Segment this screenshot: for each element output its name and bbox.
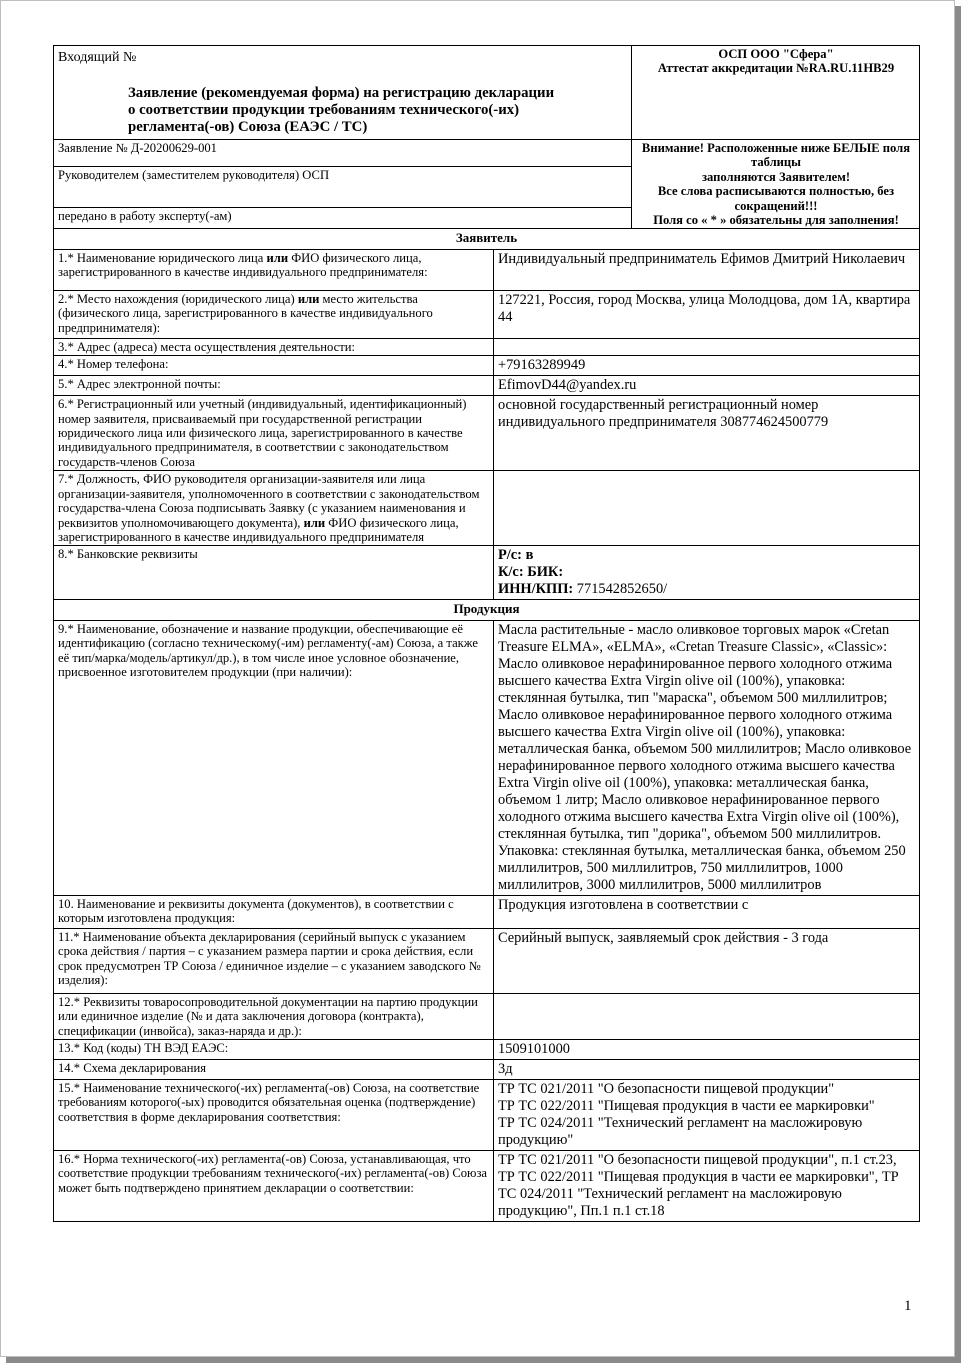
form-title-line-1: Заявление (рекомендуемая форма) на регистрацию декларации bbox=[128, 85, 555, 101]
row-9-label: 9.* Наименование, обозначение и название продукции, обеспечивающие её идентификацию (согласно техническому(-им) регламенту(-ам) Союза, а также её тип/марка/модель/артикул/др.), в том числе иное условное обозначение, присвоенное изготовителем продукции (при наличии): bbox=[54, 620, 494, 895]
row-6 bbox=[54, 396, 920, 471]
manufacturing-document-value: Продукция изготовлена в соответствии с bbox=[494, 895, 920, 928]
regulation-line-3: ТР ТС 024/2011 "Технический регламент на масложировую продукцию" bbox=[498, 1114, 863, 1148]
row-4-label: 4.* Номер телефона: bbox=[54, 356, 494, 376]
header-title-cell bbox=[54, 46, 632, 140]
accreditation-number: Аттестат аккредитации №RA.RU.11НВ29 bbox=[657, 61, 895, 76]
tnved-code-value: 1509101000 bbox=[494, 1039, 920, 1059]
page-number: 1 bbox=[904, 1298, 912, 1314]
row-8-label: 8.* Банковские реквизиты bbox=[54, 546, 494, 600]
row-12-label: 12.* Реквизиты товаросопроводительной документации на партию продукции или единичное изделие (№ и дата заключения договора (контракта), спецификации (инвойса), заказ-наряда и др.): bbox=[54, 993, 494, 1039]
incoming-number-label: Входящий № bbox=[58, 50, 137, 65]
email-value: EfimovD44@yandex.ru bbox=[494, 376, 920, 396]
row-9 bbox=[54, 620, 920, 895]
row-7 bbox=[54, 471, 920, 546]
head-osp-label: Руководителем (заместителем руководителя) ОСП bbox=[54, 166, 632, 207]
row-13 bbox=[54, 1039, 920, 1059]
shipping-documents-value bbox=[494, 993, 920, 1039]
row-11 bbox=[54, 928, 920, 993]
form-title-line-2: о соответствии продукции требованиям технического(-их) bbox=[128, 102, 520, 119]
regulation-line-2: ТР ТС 022/2011 "Пищевая продукция в части ее маркировки" bbox=[498, 1097, 875, 1114]
row-8 bbox=[54, 546, 920, 600]
header-row bbox=[54, 46, 920, 140]
section-applicant-row bbox=[54, 229, 920, 249]
row-5-label: 5.* Адрес электронной почты: bbox=[54, 376, 494, 396]
inn-kpp: ИНН/КПП: 771542852650/ bbox=[498, 581, 668, 598]
row-16 bbox=[54, 1150, 920, 1221]
row-3 bbox=[54, 338, 920, 355]
regulation-line-1: ТР ТС 021/2011 "О безопасности пищевой продукции" bbox=[498, 1080, 835, 1097]
row-7-label: 7.* Должность, ФИО руководителя организации-заявителя или лица организации-заявителя, уполномоченного в соответствии с законодательством государства-члена Союза подписывать Заявку (с указанием наименования и реквизитов уполномочивающего документа), или ФИО физического лица, зарегистрированного в качестве индивидуального предпринимателя bbox=[54, 471, 494, 546]
notice-cell bbox=[632, 140, 920, 229]
row-2 bbox=[54, 290, 920, 338]
row-6-label: 6.* Регистрационный или учетный (индивидуальный, идентификационный) номер заявителя, присваиваемый при государственной регистрации юридического лица или физического лица, зарегистрированного в качестве индивидуального предпринимателя, в соответствии с законодательством государств-членов Союза bbox=[54, 396, 494, 471]
notice-line-4: Поля со « * » обязательны для заполнения! bbox=[653, 213, 899, 228]
application-number: Заявление № Д-20200629-001 bbox=[54, 140, 632, 167]
row-14 bbox=[54, 1059, 920, 1079]
head-of-organization-value bbox=[494, 471, 920, 546]
registration-number-value: основной государственный регистрационный номер индивидуального предпринимателя 308774624500779 bbox=[494, 396, 920, 471]
declaration-scheme-value: 3д bbox=[494, 1059, 920, 1079]
phone-value: +79163289949 bbox=[494, 356, 920, 376]
form-title bbox=[128, 85, 628, 137]
row-10 bbox=[54, 895, 920, 928]
row-15-label: 15.* Наименование технического(-их) регламента(-ов) Союза, на соответствие требованиям которого(-ых) проводится обязательная оценка (подтверждение) соответствия в форме декларирования соответствия: bbox=[54, 1079, 494, 1150]
bank-corr-account: К/с: БИК: bbox=[498, 564, 564, 581]
form-title-line-3: регламента(-ов) Союза (ЕАЭС / ТС) bbox=[128, 119, 368, 136]
applicant-name-value: Индивидуальный предприниматель Ефимов Дмитрий Николаевич bbox=[494, 249, 920, 290]
bank-details-value bbox=[494, 546, 920, 600]
row-4 bbox=[54, 356, 920, 376]
row-5 bbox=[54, 376, 920, 396]
application-number-row bbox=[54, 140, 920, 167]
certification-body-cell bbox=[632, 46, 920, 140]
row-1-label: 1.* Наименование юридического лица или ФИО физического лица, зарегистрированного в качестве индивидуального предпринимателя: bbox=[54, 249, 494, 290]
row-15 bbox=[54, 1079, 920, 1150]
section-product-row bbox=[54, 600, 920, 620]
applicant-address-value: 127221, Россия, город Москва, улица Молодцова, дом 1А, квартира 44 bbox=[494, 290, 920, 338]
section-applicant-heading: Заявитель bbox=[54, 229, 920, 249]
notice-line-2: заполняются Заявителем! bbox=[701, 169, 851, 184]
product-name-value: Масла растительные - масло оливковое торговых марок «Cretan Treasure ELMA», «ELMA», «Cretan Treasure Classic», «Classic»: Масло оливковое нерафинированное первого холодного отжима высшего качества Extra Virgin olive oil (100%), упаковка: стеклянная бутылка, тип "мараска", объемом 500 миллилитров; Масло оливковое нерафинированное первого холодного отжима высшего качества Extra Virgin olive oil (100%), упаковка: металлическая банка, объемом 500 миллилитров; Масло оливковое нерафинированное первого холодного отжима высшего качества Extra Virgin olive oil (100%), упаковка: металлическая банка, объемом 1 литр; Масло оливковое нерафинированное первого холодного отжима высшего качества Extra Virgin olive oil (100%), стеклянная бутылка, тип "дорика", объемом 500 миллилитров. Упаковка: стеклянная бутылка, металлическая банка, объемом 250 миллилитров, 500 миллилитров, 750 миллилитров, 1000 миллилитров, 3000 миллилитров, 5000 миллилитров bbox=[494, 620, 920, 895]
row-14-label: 14.* Схема декларирования bbox=[54, 1059, 494, 1079]
notice-line-1: Внимание! Расположенные ниже БЕЛЫЕ поля таблицы bbox=[641, 141, 911, 170]
row-3-label: 3.* Адрес (адреса) места осуществления деятельности: bbox=[54, 338, 494, 355]
row-13-label: 13.* Код (коды) ТН ВЭД ЕАЭС: bbox=[54, 1039, 494, 1059]
activity-address-value bbox=[494, 338, 920, 355]
declaration-object-value: Серийный выпуск, заявляемый срок действия - 3 года bbox=[494, 928, 920, 993]
row-16-label: 16.* Норма технического(-их) регламента(-ов) Союза, устанавливающая, что соответствие продукции требованиям технического(-их) регламента(-ов) Союза может быть подтверждено принятием декларации о соответствии: bbox=[54, 1150, 494, 1221]
row-1 bbox=[54, 249, 920, 290]
regulation-norm-value: ТР ТС 021/2011 "О безопасности пищевой продукции", п.1 ст.23, ТР ТС 022/2011 "Пищевая продукция в части ее маркировки", ТР ТС 024/2011 "Технический регламент на масложировую продукцию", Пп.1 п.1 ст.18 bbox=[494, 1150, 920, 1221]
row-2-label: 2.* Место нахождения (юридического лица) или место жительства (физического лица, зарегистрированного в качестве индивидуального предпринимателя): bbox=[54, 290, 494, 338]
row-10-label: 10. Наименование и реквизиты документа (документов), в соответствии с которым изготовлена продукция: bbox=[54, 895, 494, 928]
certification-body-name: ОСП ООО "Сфера" bbox=[718, 47, 834, 61]
handed-to-expert-label: передано в работу эксперту(-ам) bbox=[54, 208, 632, 229]
declaration-application-form bbox=[53, 45, 920, 1222]
row-12 bbox=[54, 993, 920, 1039]
technical-regulations-value bbox=[494, 1079, 920, 1150]
notice-line-3: Все слова расписываются полностью, без сокращений!!! bbox=[657, 184, 895, 213]
row-11-label: 11.* Наименование объекта декларирования (серийный выпуск с указанием срока действия / партия – с указанием размера партии и срока действия, если срок предусмотрен ТР Союза / единичное изделие – с указанием заводского № изделия): bbox=[54, 928, 494, 993]
bank-account: Р/с: в bbox=[498, 547, 534, 564]
section-product-heading: Продукция bbox=[54, 600, 920, 620]
